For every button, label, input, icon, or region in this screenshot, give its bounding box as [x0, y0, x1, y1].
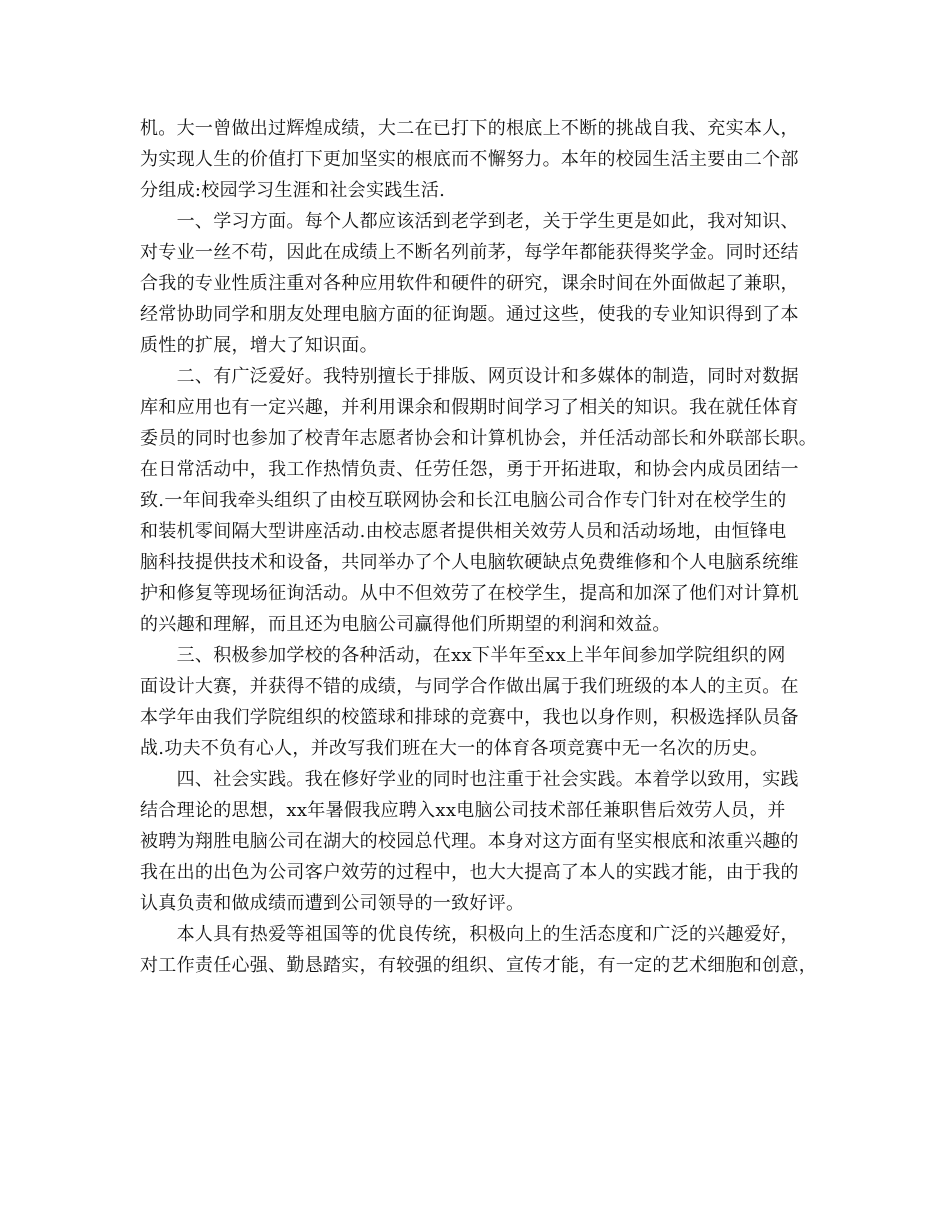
text-line: 对工作责任心强、勤恳踏实，有较强的组织、宣传才能，有一定的艺术细胞和创意，: [140, 955, 818, 976]
text-line: 一、学习方面。每个人都应该活到老学到老，关于学生更是如此，我对知识、: [140, 211, 799, 232]
text-line: 被聘为翔胜电脑公司在湖大的校园总代理。本身对这方面有坚实根底和浓重兴趣的: [140, 831, 799, 852]
text-line: 分组成:校园学习生涯和社会实践生活.: [140, 180, 446, 201]
text-line: 面设计大赛，并获得不错的成绩，与同学合作做出属于我们班级的本人的主页。在: [140, 676, 799, 697]
document-body: [140, 113, 830, 981]
text-line: 的兴趣和理解，而且还为电脑公司赢得他们所期望的利润和效益。: [140, 614, 671, 635]
text-line: 四、社会实践。我在修好学业的同时也注重于社会实践。本着学以致用，实践: [140, 769, 799, 790]
text-line: 合我的专业性质注重对各种应用软件和硬件的研究，课余时间在外面做起了兼职，: [140, 273, 799, 294]
text-line: 二、有广泛爱好。我特别擅长于排版、网页设计和多媒体的制造，同时对数据: [140, 366, 799, 387]
text-line: 我在出的出色为公司客户效劳的过程中，也大大提高了本人的实践才能，由于我的: [140, 862, 799, 883]
text-line: 本人具有热爱等祖国等的优良传统，积极向上的生活态度和广泛的兴趣爱好，: [140, 924, 799, 945]
text-line: 对专业一丝不苟，因此在成绩上不断名列前茅，每学年都能获得奖学金。同时还结: [140, 242, 799, 263]
text-line: 战.功夫不负有心人，并改写我们班在大一的体育各项竞赛中无一名次的历史。: [140, 738, 769, 759]
text-line: 本学年由我们学院组织的校篮球和排球的竞赛中，我也以身作则，积极选择队员备: [140, 707, 799, 728]
text-line: 为实现人生的价值打下更加坚实的根底而不懈努力。本年的校园生活主要由二个部: [140, 149, 799, 170]
text-line: 质性的扩展，增大了知识面。: [140, 335, 378, 356]
text-line: 在日常活动中，我工作热情负责、任劳任怨，勇于开拓进取，和协会内成员团结一: [140, 459, 799, 480]
text-line: 脑科技提供技术和设备，共同举办了个人电脑软硬缺点免费维修和个人电脑系统维: [140, 552, 799, 573]
text-line: 经常协助同学和朋友处理电脑方面的征询题。通过这些，使我的专业知识得到了本: [140, 304, 799, 325]
text-line: 结合理论的思想，xx年暑假我应聘入xx电脑公司技术部任兼职售后效劳人员，并: [140, 800, 786, 821]
text-line: 护和修复等现场征询活动。从中不但效劳了在校学生，提高和加深了他们对计算机: [140, 583, 799, 604]
text-line: 三、积极参加学校的各种活动，在xx下半年至xx上半年间参加学院组织的网: [140, 645, 786, 666]
text-line: 库和应用也有一定兴趣，并利用课余和假期时间学习了相关的知识。我在就任体育: [140, 397, 799, 418]
text-line: 认真负责和做成绩而遭到公司领导的一致好评。: [140, 893, 525, 914]
text-line: 和装机零间隔大型讲座活动.由校志愿者提供相关效劳人员和活动场地，由恒锋电: [140, 521, 787, 542]
text-line: 致.一年间我牵头组织了由校互联网协会和长江电脑公司合作专门针对在校学生的: [140, 490, 787, 511]
text-line: 机。大一曾做出过辉煌成绩，大二在已打下的根底上不断的挑战自我、充实本人，: [140, 118, 799, 139]
text-line: 委员的同时也参加了校青年志愿者协会和计算机协会，并任活动部长和外联部长职。: [140, 428, 818, 449]
